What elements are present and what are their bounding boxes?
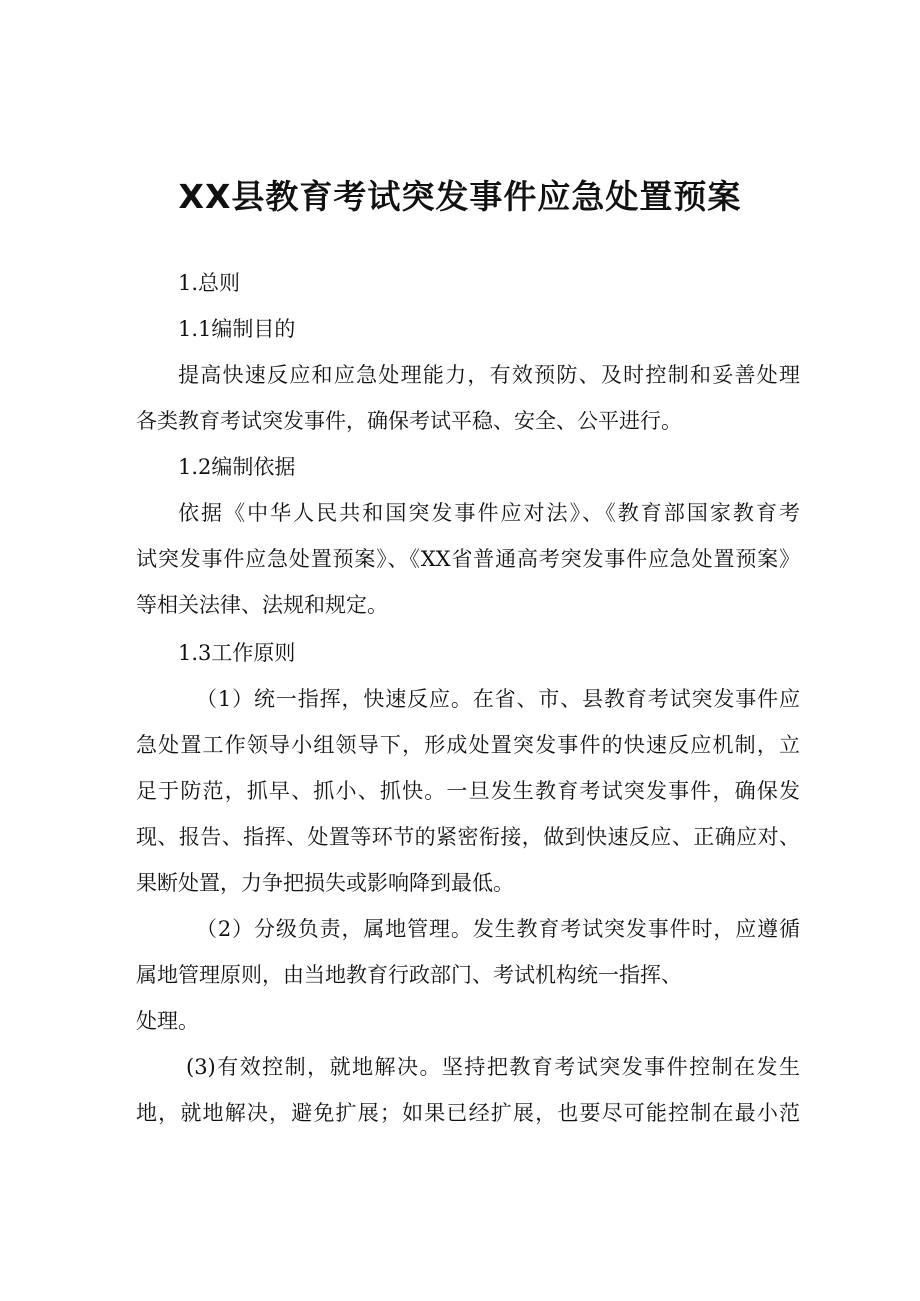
paragraph-line: 地，就地解决，避免扩展；如果已经扩展，也要尽可能控制在最小范 [136,1101,800,1125]
paragraph-line: （2）分级负责，属地管理。发生教育考试突发事件时，应遵循 [196,917,800,941]
paragraph-line: 果断处置，力争把损失或影响降到最低。 [136,871,514,895]
paragraph-line: 急处置工作领导小组领导下，形成处置突发事件的快速反应机制，立 [136,733,800,757]
subsection-heading-principles: 1.3工作原则 [178,641,296,665]
paragraph-line: 提高快速反应和应急处理能力，有效预防、及时控制和妥善处理 [178,363,800,387]
section-heading-general: 1.总则 [178,271,241,295]
paragraph-line: （1）统一指挥，快速反应。在省、市、县教育考试突发事件应 [196,687,800,711]
paragraph-line: 现、报告、指挥、处置等环节的紧密衔接，做到快速反应、正确应对、 [136,825,800,849]
paragraph-line: 各类教育考试突发事件，确保考试平稳、安全、公平进行。 [136,409,682,433]
paragraph-line: 等相关法律、法规和规定。 [136,593,388,617]
paragraph-line: 处理。 [136,1009,199,1033]
subsection-heading-basis: 1.2编制依据 [178,455,296,479]
paragraph-line: 依据《中华人民共和国突发事件应对法》、《教育部国家教育考 [178,501,800,525]
paragraph-line: 属地管理原则，由当地教育行政部门、考试机构统一指挥、 [136,963,682,987]
subsection-heading-purpose: 1.1编制目的 [178,317,296,341]
paragraph-line: 试突发事件应急处置预案》、《XX省普通高考突发事件应急处置预案》 [136,547,800,571]
paragraph-line: (3)有效控制，就地解决。坚持把教育考试突发事件控制在发生 [186,1055,800,1079]
paragraph-line: 足于防范，抓早、抓小、抓快。一旦发生教育考试突发事件，确保发 [136,779,800,803]
document-title: XX县教育考试突发事件应急处置预案 [178,177,742,216]
